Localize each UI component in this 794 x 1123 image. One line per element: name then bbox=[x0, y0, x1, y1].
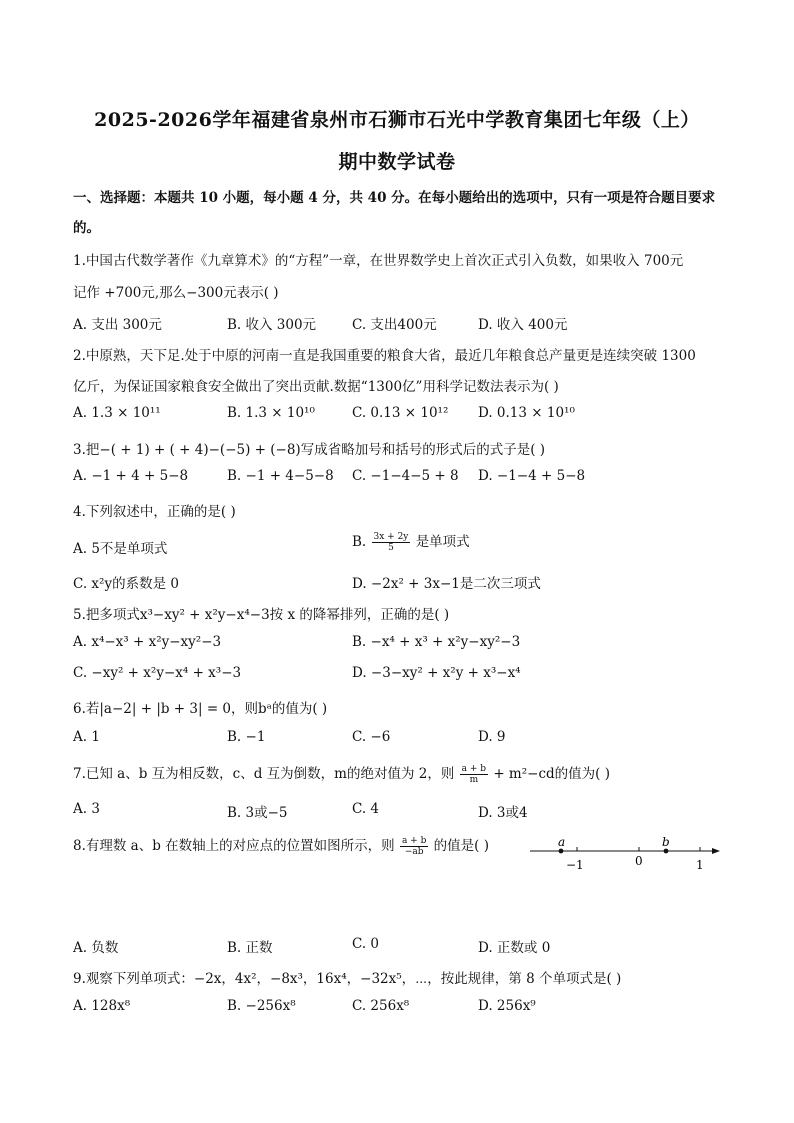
q2-option-d[interactable]: D. 0.13 × 10¹⁰ bbox=[478, 405, 575, 421]
q6-stem: 6.若|a−2| + |b + 3| = 0，则bᵃ的值为( ) bbox=[73, 701, 328, 717]
q1-option-a[interactable]: A. 支出 300元 bbox=[73, 317, 162, 333]
label-one: 1 bbox=[696, 858, 704, 872]
q4-option-b-tail: 是单项式 bbox=[415, 534, 470, 550]
q7-option-d[interactable]: D. 3或4 bbox=[478, 805, 528, 821]
q3-option-a[interactable]: A. −1 + 4 + 5−8 bbox=[73, 468, 189, 484]
q9-option-b[interactable]: B. −256x⁸ bbox=[227, 998, 296, 1014]
q6-option-b[interactable]: B. −1 bbox=[227, 729, 266, 745]
q1-stem-line1: 1.中国古代数学著作《九章算术》的“方程”一章，在世界数学史上首次正式引入负数，如果收入 700元 bbox=[73, 253, 684, 269]
q5-option-c[interactable]: C. −xy² + x²y−x⁴ + x³−3 bbox=[73, 665, 242, 681]
q4-stem: 4.下列叙述中，正确的是( ) bbox=[73, 504, 236, 520]
q6-option-d[interactable]: D. 9 bbox=[478, 729, 506, 745]
q3-option-d[interactable]: D. −1−4 + 5−8 bbox=[478, 468, 586, 484]
q9-option-c[interactable]: C. 256x⁸ bbox=[352, 998, 410, 1014]
q2-option-b[interactable]: B. 1.3 × 10¹⁰ bbox=[227, 405, 315, 421]
point-b bbox=[664, 849, 669, 854]
section-heading-line2: 的。 bbox=[73, 220, 100, 236]
number-line-diagram bbox=[528, 834, 724, 876]
q2-stem-line1: 2.中原熟，天下足.处于中原的河南一直是我国重要的粮食大省，最近几年粮食总产量更是连续突破 1300 bbox=[73, 348, 696, 364]
q7-fraction bbox=[460, 764, 488, 785]
label-a: a bbox=[558, 835, 566, 849]
q2-option-a[interactable]: A. 1.3 × 10¹¹ bbox=[73, 405, 161, 421]
q7-option-c[interactable]: C. 4 bbox=[352, 801, 380, 817]
q1-option-c[interactable]: C. 支出400元 bbox=[352, 317, 437, 333]
q1-option-b[interactable]: B. 收入 300元 bbox=[227, 317, 317, 333]
exam-title-line1: 2025-2026学年福建省泉州市石狮市石光中学教育集团七年级（上） bbox=[94, 109, 700, 131]
q5-option-b[interactable]: B. −x⁴ + x³ + x²y−xy²−3 bbox=[352, 634, 521, 650]
q9-option-d[interactable]: D. 256x⁹ bbox=[478, 998, 536, 1014]
q8-option-c[interactable]: C. 0 bbox=[352, 936, 380, 952]
q9-option-a[interactable]: A. 128x⁸ bbox=[73, 998, 131, 1014]
q8-option-d[interactable]: D. 正数或 0 bbox=[478, 940, 551, 956]
q3-option-b[interactable]: B. −1 + 4−5−8 bbox=[227, 468, 334, 484]
q4-option-b-label: B. bbox=[352, 534, 367, 550]
label-minus-one: −1 bbox=[566, 858, 584, 872]
q4-option-a[interactable]: A. 5不是单项式 bbox=[73, 541, 168, 557]
point-a bbox=[559, 849, 564, 854]
q5-option-d[interactable]: D. −3−xy² + x²y + x³−x⁴ bbox=[352, 665, 521, 681]
q8-fraction-numerator: a + b bbox=[401, 836, 427, 846]
q8-option-b[interactable]: B. 正数 bbox=[227, 940, 273, 956]
q7-stem-pre: 7.已知 a、b 互为相反数，c、d 互为倒数，m的绝对值为 2，则 bbox=[73, 766, 455, 782]
q4-option-b[interactable] bbox=[352, 530, 470, 553]
q1-stem-line2: 记作 +700元,那么−300元表示( ) bbox=[73, 285, 279, 301]
exam-title-line2: 期中数学试卷 bbox=[338, 151, 456, 173]
q8-fraction-denominator: −ab bbox=[404, 847, 424, 857]
q4-option-d[interactable]: D. −2x² + 3x−1是二次三项式 bbox=[352, 576, 541, 592]
q3-option-c[interactable]: C. −1−4−5 + 8 bbox=[352, 468, 459, 484]
q7-stem bbox=[73, 762, 610, 785]
q9-stem: 9.观察下列单项式：−2x，4x²，−8x³，16x⁴，−32x⁵，⋯，按此规律，第 8 个单项式是( ) bbox=[73, 971, 622, 987]
q8-fraction bbox=[400, 836, 428, 857]
q7-option-a[interactable]: A. 3 bbox=[73, 801, 100, 817]
q7-stem-post: + m²−cd的值为( ) bbox=[493, 766, 610, 782]
q6-option-a[interactable]: A. 1 bbox=[73, 729, 100, 745]
q2-stem-line2: 亿斤，为保证国家粮食安全做出了突出贡献.数据“1300亿”用科学记数法表示为( ) bbox=[73, 379, 559, 395]
q4-fraction-numerator: 3x + 2y bbox=[373, 532, 409, 542]
q4-fraction-denominator: 5 bbox=[388, 543, 394, 553]
q5-option-a[interactable]: A. x⁴−x³ + x²y−xy²−3 bbox=[73, 634, 222, 650]
q7-option-b[interactable]: B. 3或−5 bbox=[227, 805, 288, 821]
number-line-arrow-icon bbox=[712, 848, 720, 854]
q8-option-a[interactable]: A. 负数 bbox=[73, 940, 119, 956]
label-zero: 0 bbox=[635, 854, 643, 868]
q4-option-b-fraction bbox=[372, 532, 411, 553]
q3-stem: 3.把−( + 1) + ( + 4)−(−5) + (−8)写成省略加号和括号的形式后的式子是( ) bbox=[73, 442, 546, 458]
q1-option-d[interactable]: D. 收入 400元 bbox=[478, 317, 568, 333]
q8-stem bbox=[73, 834, 489, 857]
q2-option-c[interactable]: C. 0.13 × 10¹² bbox=[352, 405, 449, 421]
label-b: b bbox=[662, 835, 670, 849]
q4-option-c[interactable]: C. x²y的系数是 0 bbox=[73, 576, 179, 592]
q7-fraction-denominator: m bbox=[469, 775, 479, 785]
section-heading-line1: 一、选择题：本题共 10 小题，每小题 4 分，共 40 分。在每小题给出的选项中，只有一项是符合题目要求 bbox=[73, 190, 716, 206]
q7-fraction-numerator: a + b bbox=[461, 764, 487, 774]
q6-option-c[interactable]: C. −6 bbox=[352, 729, 391, 745]
q8-stem-post: 的值是( ) bbox=[433, 838, 489, 854]
q5-stem: 5.把多项式x³−xy² + x²y−x⁴−3按 x 的降幂排列，正确的是( ) bbox=[73, 607, 450, 623]
q8-stem-pre: 8.有理数 a、b 在数轴上的对应点的位置如图所示，则 bbox=[73, 838, 395, 854]
